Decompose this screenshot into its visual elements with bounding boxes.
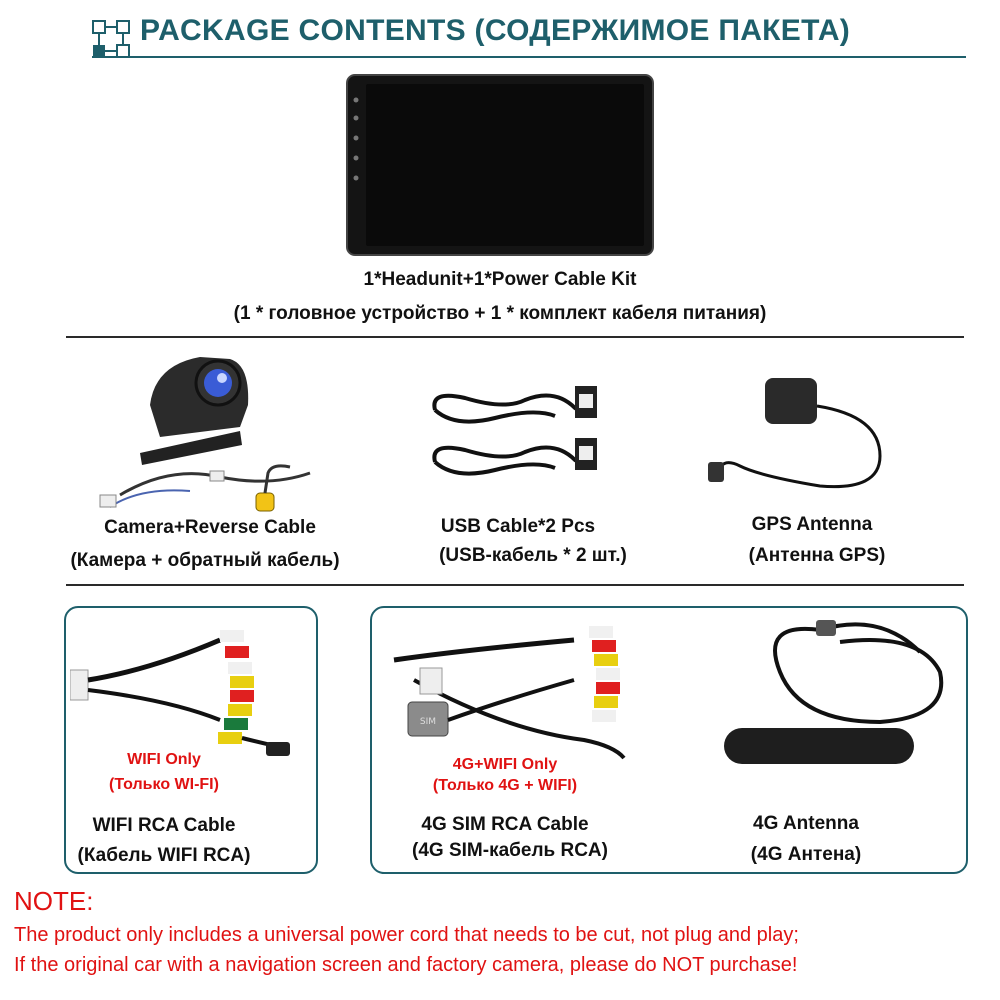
divider — [66, 584, 964, 586]
camera-caption: Camera+Reverse Cable — [104, 517, 316, 538]
wifi-only-badge-ru: (Только WI-FI) — [109, 776, 219, 793]
usb-caption: USB Cable*2 Pcs — [440, 516, 596, 537]
note-title: NOTE: — [14, 886, 94, 916]
4g-antenna-image — [720, 612, 956, 772]
note-line-2: If the original car with a navigation screen and factory camera, please do NOT purchase! — [14, 954, 798, 976]
sim-module-label: SIM — [419, 717, 437, 727]
4g-antenna-caption-ru: (4G Антена) — [750, 844, 862, 865]
camera-caption-ru: (Камера + обратный кабель) — [70, 550, 340, 571]
gps-caption: GPS Antenna — [751, 514, 873, 535]
usb-caption-ru: (USB-кабель * 2 шт.) — [439, 545, 627, 566]
headunit-image — [346, 74, 654, 256]
divider — [66, 336, 964, 338]
sim-rca-caption: 4G SIM RCA Cable — [421, 814, 589, 835]
page-title: PACKAGE CONTENTS (СОДЕРЖИМОЕ ПАКЕТА) — [140, 14, 851, 47]
note-line-1: The product only includes a universal power cord that needs to be cut, not plug and play; — [14, 924, 799, 946]
camera-image — [80, 345, 370, 515]
gps-caption-ru: (Антенна GPS) — [748, 545, 886, 566]
package-grid-icon — [92, 20, 130, 58]
headunit-caption: 1*Headunit+1*Power Cable Kit — [363, 269, 637, 290]
4g-wifi-only-badge-ru: (Только 4G + WIFI) — [432, 777, 578, 794]
sim-rca-cable-image — [384, 620, 654, 760]
4g-wifi-only-badge: 4G+WIFI Only — [452, 756, 558, 773]
wifi-rca-caption: WIFI RCA Cable — [92, 815, 236, 836]
wifi-rca-cable-image — [70, 620, 300, 760]
wifi-rca-caption-ru: (Кабель WIFI RCA) — [77, 845, 251, 866]
usb-cable-image — [425, 380, 610, 500]
wifi-only-badge: WIFI Only — [127, 751, 201, 768]
headunit-caption-ru: (1 * головное устройство + 1 * комплект кабеля питания) — [233, 303, 767, 324]
title-underline — [92, 56, 966, 58]
sim-rca-caption-ru: (4G SIM-кабель RCA) — [412, 840, 608, 861]
4g-antenna-caption: 4G Antenna — [753, 813, 859, 834]
gps-antenna-image — [700, 376, 890, 506]
